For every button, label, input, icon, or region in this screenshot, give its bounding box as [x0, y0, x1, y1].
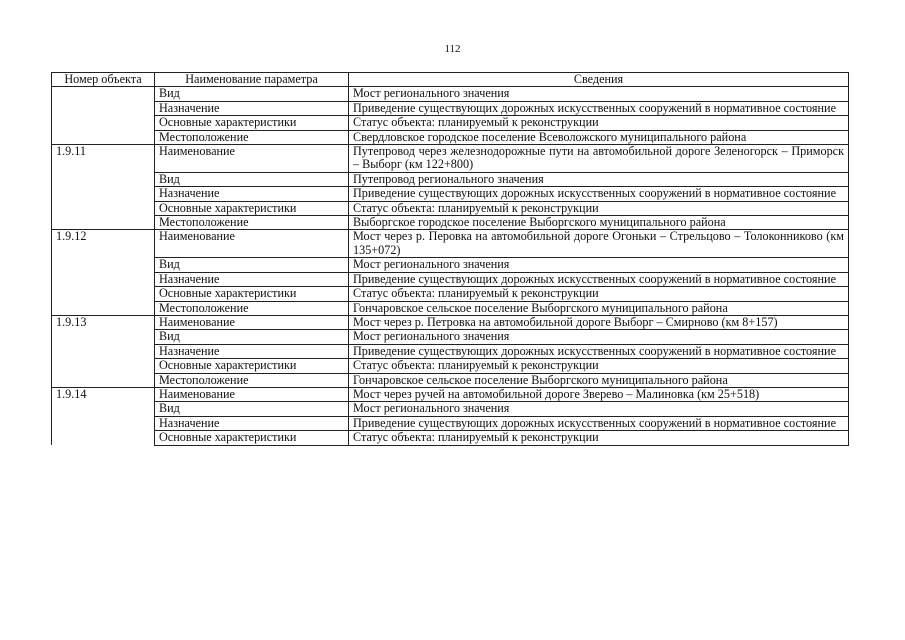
parameter-name-cell: Назначение [155, 272, 349, 286]
parameter-name-cell: Основные характеристики [155, 201, 349, 215]
parameter-name-cell: Основные характеристики [155, 116, 349, 130]
object-number-cell: 1.9.11 [52, 145, 155, 230]
objects-table [51, 72, 849, 446]
table-row [52, 402, 849, 416]
table-row [52, 387, 849, 401]
parameter-name-cell: Наименование [155, 145, 349, 173]
table-row [52, 187, 849, 201]
object-number-cell [52, 87, 155, 145]
parameter-value-cell: Приведение существующих дорожных искусственных сооружений в нормативное состояние [349, 416, 849, 430]
table-row [52, 258, 849, 272]
table-row [52, 87, 849, 101]
parameter-value-cell: Гончаровское сельское поселение Выборгского муниципального района [349, 373, 849, 387]
parameter-value-cell: Выборгское городское поселение Выборгского муниципального района [349, 216, 849, 230]
parameter-name-cell: Вид [155, 258, 349, 272]
parameter-name-cell: Назначение [155, 416, 349, 430]
header-details: Сведения [349, 73, 849, 87]
parameter-value-cell: Статус объекта: планируемый к реконструкции [349, 116, 849, 130]
header-row [52, 73, 849, 87]
parameter-name-cell: Наименование [155, 230, 349, 258]
parameter-value-cell: Статус объекта: планируемый к реконструкции [349, 287, 849, 301]
parameter-value-cell: Мост через ручей на автомобильной дороге Зверево – Малиновка (км 25+518) [349, 387, 849, 401]
parameter-value-cell: Мост регионального значения [349, 402, 849, 416]
object-number-cell: 1.9.12 [52, 230, 155, 315]
parameter-name-cell: Наименование [155, 387, 349, 401]
table-row [52, 315, 849, 329]
table-row [52, 301, 849, 315]
table-row [52, 145, 849, 173]
parameter-value-cell: Мост регионального значения [349, 258, 849, 272]
parameter-name-cell: Местоположение [155, 373, 349, 387]
parameter-value-cell: Приведение существующих дорожных искусственных сооружений в нормативное состояние [349, 344, 849, 358]
parameter-value-cell: Гончаровское сельское поселение Выборгского муниципального района [349, 301, 849, 315]
parameter-name-cell: Вид [155, 172, 349, 186]
parameter-value-cell: Мост регионального значения [349, 330, 849, 344]
parameter-value-cell: Свердловское городское поселение Всеволожского муниципального района [349, 130, 849, 144]
parameter-value-cell: Статус объекта: планируемый к реконструкции [349, 431, 849, 445]
table-row [52, 344, 849, 358]
table-row [52, 416, 849, 430]
page-number: 112 [444, 43, 461, 55]
parameter-value-cell: Путепровод регионального значения [349, 172, 849, 186]
parameter-value-cell: Мост через р. Перовка на автомобильной дороге Огоньки – Стрельцово – Толоконниково (км 135+072) [349, 230, 849, 258]
parameter-name-cell: Местоположение [155, 301, 349, 315]
parameter-value-cell: Приведение существующих дорожных искусственных сооружений в нормативное состояние [349, 187, 849, 201]
table-body [52, 87, 849, 445]
parameter-name-cell: Вид [155, 87, 349, 101]
header-object-number: Номер объекта [52, 73, 155, 87]
table-row [52, 431, 849, 445]
table-row [52, 130, 849, 144]
parameter-value-cell: Мост через р. Петровка на автомобильной дороге Выборг – Смирново (км 8+157) [349, 315, 849, 329]
table-row [52, 287, 849, 301]
object-number-cell: 1.9.13 [52, 315, 155, 387]
parameter-value-cell: Приведение существующих дорожных искусственных сооружений в нормативное состояние [349, 272, 849, 286]
parameter-value-cell: Приведение существующих дорожных искусственных сооружений в нормативное состояние [349, 101, 849, 115]
parameter-name-cell: Назначение [155, 344, 349, 358]
parameter-value-cell: Статус объекта: планируемый к реконструкции [349, 201, 849, 215]
object-number-cell: 1.9.14 [52, 387, 155, 445]
table-row [52, 116, 849, 130]
parameter-name-cell: Назначение [155, 187, 349, 201]
header-parameter-name: Наименование параметра [155, 73, 349, 87]
parameter-name-cell: Назначение [155, 101, 349, 115]
parameter-name-cell: Наименование [155, 315, 349, 329]
table-header [52, 73, 849, 87]
parameter-name-cell: Вид [155, 330, 349, 344]
table-row [52, 330, 849, 344]
table-row [52, 201, 849, 215]
parameter-name-cell: Основные характеристики [155, 431, 349, 445]
parameter-name-cell: Основные характеристики [155, 287, 349, 301]
parameter-value-cell: Мост регионального значения [349, 87, 849, 101]
table-row [52, 172, 849, 186]
parameter-value-cell: Статус объекта: планируемый к реконструкции [349, 359, 849, 373]
parameter-name-cell: Вид [155, 402, 349, 416]
parameter-name-cell: Местоположение [155, 130, 349, 144]
table-row [52, 101, 849, 115]
table-row [52, 216, 849, 230]
table-row [52, 230, 849, 258]
parameter-value-cell: Путепровод через железнодорожные пути на автомобильной дороге Зеленогорск – Приморск – Выборг (км 122+800) [349, 145, 849, 173]
parameter-name-cell: Основные характеристики [155, 359, 349, 373]
table-row [52, 373, 849, 387]
table-row [52, 272, 849, 286]
parameter-name-cell: Местоположение [155, 216, 349, 230]
table-row [52, 359, 849, 373]
